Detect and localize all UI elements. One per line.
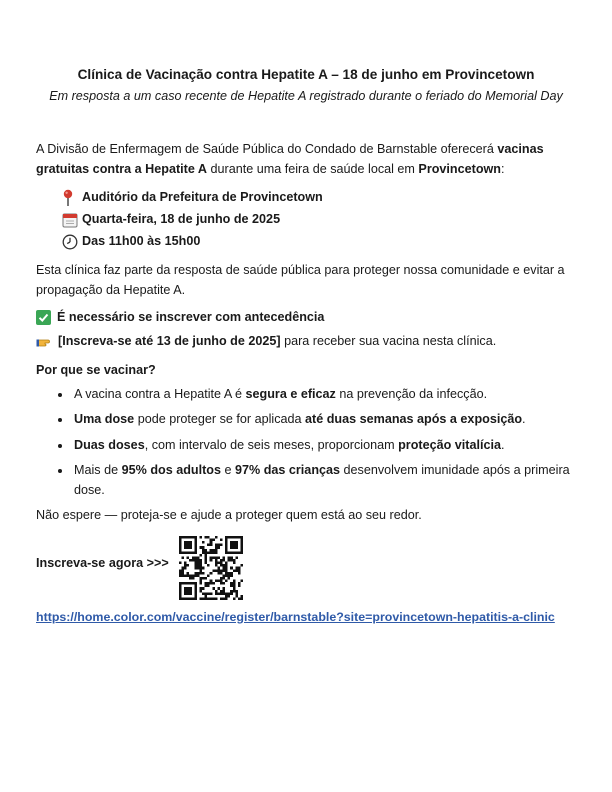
closing-paragraph: Não espere — proteja-se e ajude a proteger quem está ao seu redor. (36, 508, 422, 523)
clock-icon (62, 234, 82, 250)
intro-bold-vaccines: vacinas gratuitas contra a Hepatite A (36, 142, 544, 176)
detail-date (62, 209, 576, 231)
registration-deadline (36, 332, 576, 352)
why-list (36, 385, 576, 501)
time-text: Das 11h00 às 15h00 (82, 234, 201, 249)
bullet-bold: Uma dose (74, 412, 135, 427)
list-item (72, 436, 576, 456)
detail-time (62, 231, 576, 253)
pointing-hand-icon (36, 335, 58, 348)
detail-location (62, 187, 576, 209)
bullet-text: e (220, 463, 235, 478)
intro-text-2: durante uma feira de saúde local em (207, 161, 419, 176)
list-item (72, 461, 576, 500)
bullet-text: desenvolvem imunidade após a primeira dose. (74, 463, 570, 497)
bullet-text: . (522, 412, 526, 427)
registration-notice-text: É necessário se inscrever com antecedência (57, 310, 325, 325)
page-subtitle: Em resposta a um caso recente de Hepatite A registrado durante o feriado do Memorial Day (49, 88, 563, 103)
intro-bold-town: Provincetown (418, 161, 501, 176)
pin-icon (62, 189, 82, 207)
bullet-text: , com intervalo de seis meses, proporcionam (144, 437, 399, 452)
qr-code[interactable] (179, 536, 243, 600)
flyer (36, 66, 576, 627)
signup-url-link[interactable]: https://home.color.com/vaccine/register/barnstable?site=provincetown-hepatitis-a-clinic (36, 609, 555, 624)
bullet-text: A vacina contra a Hepatite A é (74, 386, 246, 401)
location-text: Auditório da Prefeitura de Provincetown (82, 190, 323, 205)
list-item (72, 410, 576, 430)
bullet-text: na prevenção da infecção. (335, 386, 488, 401)
why-title: Por que se vacinar? (36, 363, 156, 378)
page-title: Clínica de Vacinação contra Hepatite A – 18 de junho em Provincetown (77, 67, 535, 82)
intro-text-3: : (501, 161, 505, 176)
intro-text-1: A Divisão de Enfermagem de Saúde Pública do Condado de Barnstable oferecerá (36, 142, 498, 157)
event-details (62, 187, 576, 253)
bullet-bold: Duas doses (74, 437, 145, 452)
bullet-bold: proteção vitalícia (398, 437, 501, 452)
registration-suffix: para receber sua vacina nesta clínica. (280, 333, 497, 348)
list-item (72, 385, 576, 405)
signup-label: Inscreva-se agora >>> (36, 555, 169, 570)
bullet-text: . (500, 437, 505, 452)
calendar-icon (62, 212, 82, 228)
bullet-text: Mais de (74, 463, 122, 478)
bullet-bold: até duas semanas após a exposição (305, 412, 523, 427)
intro-paragraph (36, 140, 576, 179)
bullet-text: pode proteger se for aplicada (134, 412, 306, 427)
registration-notice (36, 308, 576, 328)
date-text: Quarta-feira, 18 de junho de 2025 (82, 212, 281, 227)
bullet-bold: 95% dos adultos (121, 463, 221, 478)
register-link[interactable]: [Inscreva-se até 13 de junho de 2025] (58, 333, 281, 348)
bullet-bold: 97% das crianças (235, 463, 341, 478)
bullet-bold: segura e eficaz (245, 386, 336, 401)
purpose-paragraph: Esta clínica faz parte da resposta de saúde pública para proteger nossa comunidade e evitar a propagação da Hepatite A. (36, 263, 565, 297)
checkmark-icon (36, 310, 51, 325)
signup-section (36, 532, 576, 602)
